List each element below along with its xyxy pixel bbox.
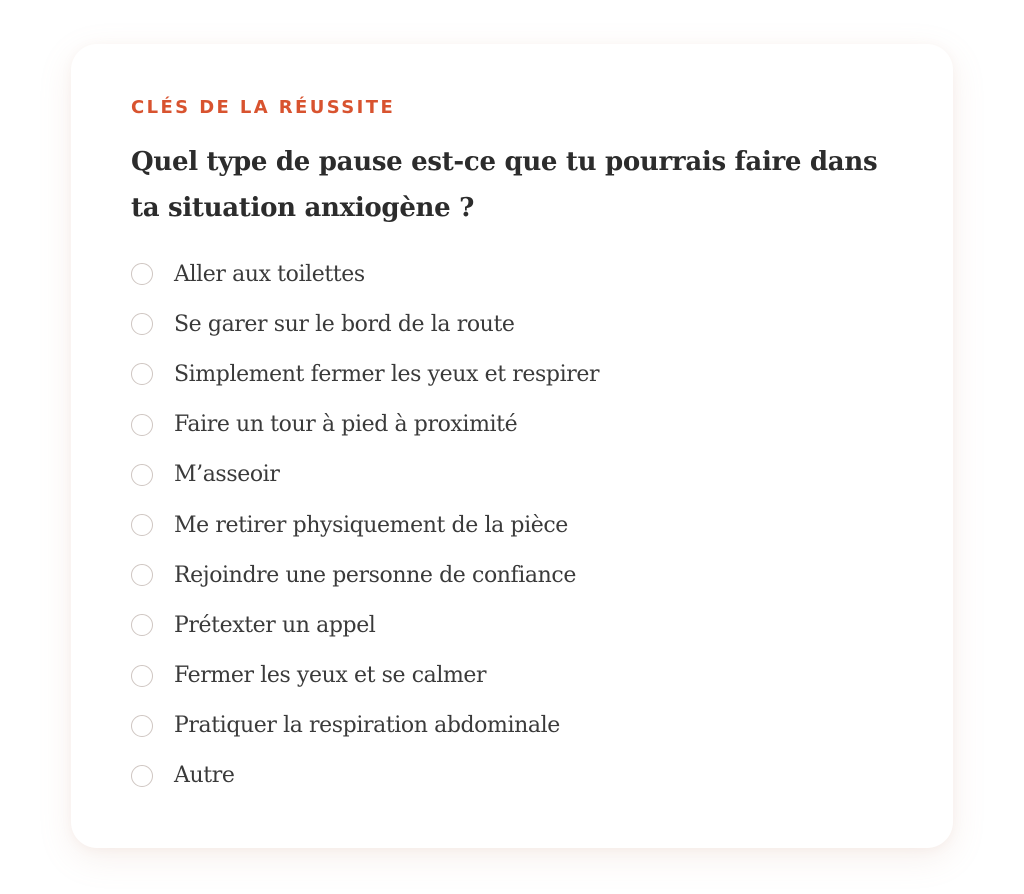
radio-button[interactable]	[131, 765, 153, 787]
option-label[interactable]: Simplement fermer les yeux et respirer	[174, 361, 600, 387]
option-item[interactable]	[131, 600, 953, 650]
option-label[interactable]: Se garer sur le bord de la route	[174, 311, 515, 337]
option-item[interactable]	[131, 450, 953, 500]
radio-button[interactable]	[131, 514, 153, 536]
option-label[interactable]: Rejoindre une personne de confiance	[174, 562, 576, 588]
option-item[interactable]	[131, 550, 953, 600]
radio-button[interactable]	[131, 715, 153, 737]
option-item[interactable]	[131, 249, 953, 299]
option-label[interactable]: Prétexter un appel	[174, 612, 376, 638]
option-label[interactable]: Faire un tour à pied à proximité	[174, 412, 518, 438]
option-label[interactable]: Autre	[174, 763, 235, 789]
radio-button[interactable]	[131, 464, 153, 486]
options-list	[131, 249, 953, 801]
radio-button[interactable]	[131, 564, 153, 586]
section-eyebrow: CLÉS DE LA RÉUSSITE	[131, 97, 396, 118]
option-label[interactable]: Pratiquer la respiration abdominale	[174, 713, 560, 739]
radio-button[interactable]	[131, 614, 153, 636]
radio-button[interactable]	[131, 313, 153, 335]
radio-button[interactable]	[131, 665, 153, 687]
option-item[interactable]	[131, 349, 953, 399]
radio-button[interactable]	[131, 414, 153, 436]
question-title: Quel type de pause est-ce que tu pourrais faire dans ta situation anxiogène ?	[131, 147, 878, 223]
option-label[interactable]: Aller aux toilettes	[174, 261, 365, 287]
option-item[interactable]	[131, 400, 953, 450]
radio-button[interactable]	[131, 363, 153, 385]
radio-button[interactable]	[131, 263, 153, 285]
quiz-card	[71, 44, 953, 848]
option-item[interactable]	[131, 500, 953, 550]
option-label[interactable]: Fermer les yeux et se calmer	[174, 663, 487, 689]
option-label[interactable]: M’asseoir	[174, 462, 280, 488]
option-item[interactable]	[131, 651, 953, 701]
option-item[interactable]	[131, 751, 953, 801]
option-item[interactable]	[131, 701, 953, 751]
option-label[interactable]: Me retirer physiquement de la pièce	[174, 512, 568, 538]
option-item[interactable]	[131, 299, 953, 349]
